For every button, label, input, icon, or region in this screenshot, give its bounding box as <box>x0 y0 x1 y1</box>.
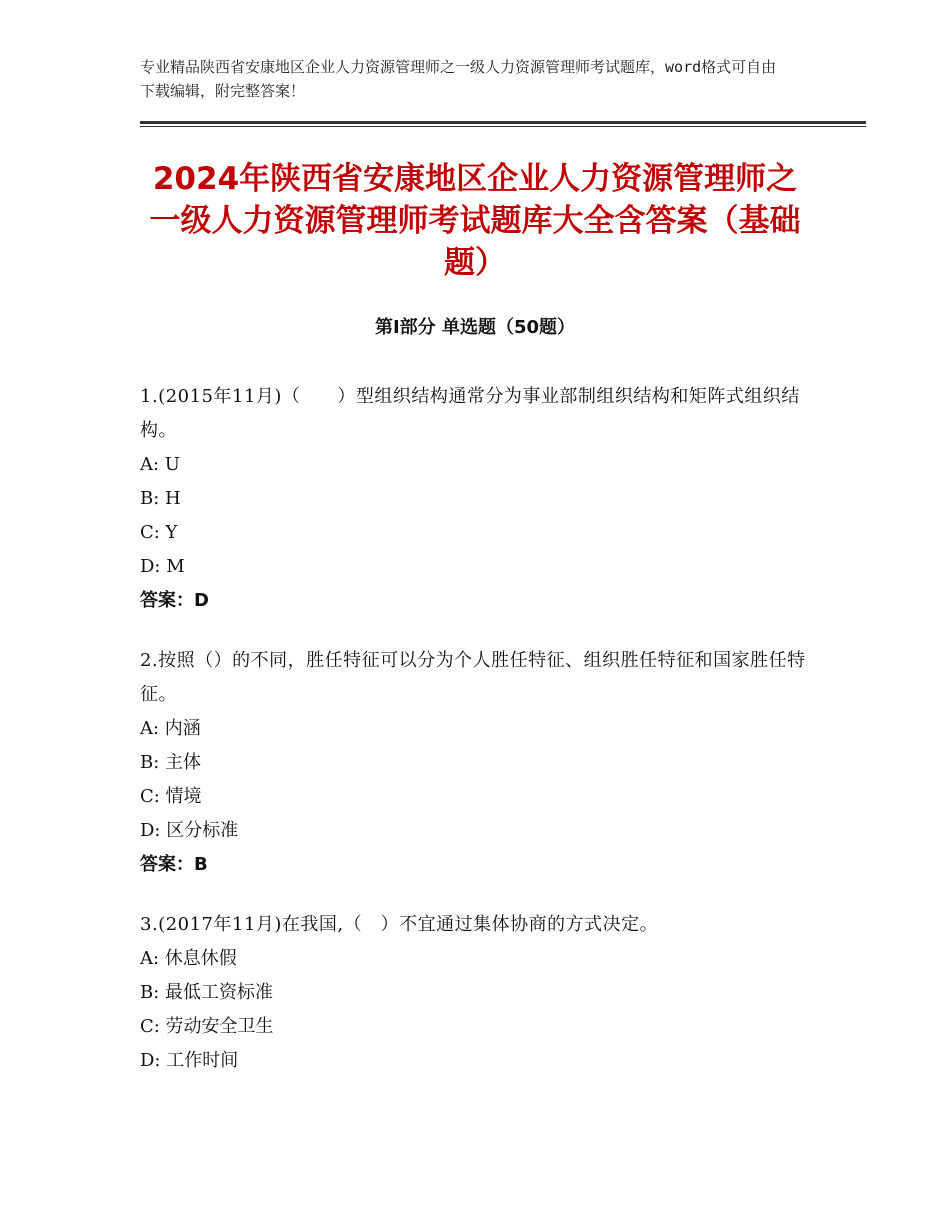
question-stem: 3.(2017年11月)在我国,（ ）不宜通过集体协商的方式决定。 <box>140 914 659 935</box>
option-a: A: 内涵 <box>140 718 201 739</box>
option-c: C: 情境 <box>140 786 202 807</box>
header-note: 专业精品陕西省安康地区企业人力资源管理师之一级人力资源管理师考试题库，word格式可自由下载编辑，附完整答案！ <box>140 58 777 100</box>
option-b: B: 主体 <box>140 752 202 773</box>
answer: 答案：B <box>140 854 208 875</box>
option-d: D: 区分标准 <box>140 820 239 841</box>
option-d: D: M <box>140 556 185 577</box>
option-a: A: 休息休假 <box>140 948 237 969</box>
option-a: A: U <box>140 454 180 475</box>
option-c: C: 劳动安全卫生 <box>140 1016 274 1037</box>
option-c: C: Y <box>140 522 178 543</box>
question-stem: 1.(2015年11月)（ ）型组织结构通常分为事业部制组织结构和矩阵式组织结构。 <box>140 386 800 441</box>
document-title: 2024年陕西省安康地区企业人力资源管理师之一级人力资源管理师考试题库大全含答案（基础题） <box>149 161 801 281</box>
option-b: B: 最低工资标准 <box>140 982 274 1003</box>
section-title: 第Ⅰ部分 单选题（50题） <box>374 317 575 338</box>
header-rule-thin <box>140 126 866 127</box>
question-3 <box>140 908 810 1078</box>
question-1 <box>140 380 810 618</box>
option-d: D: 工作时间 <box>140 1050 239 1071</box>
header-rule-thick <box>140 121 866 124</box>
question-list <box>140 380 810 1104</box>
question-2 <box>140 644 810 882</box>
question-stem: 2.按照（）的不同，胜任特征可以分为个人胜任特征、组织胜任特征和国家胜任特征。 <box>140 650 806 705</box>
option-b: B: H <box>140 488 181 509</box>
answer: 答案：D <box>140 590 209 611</box>
